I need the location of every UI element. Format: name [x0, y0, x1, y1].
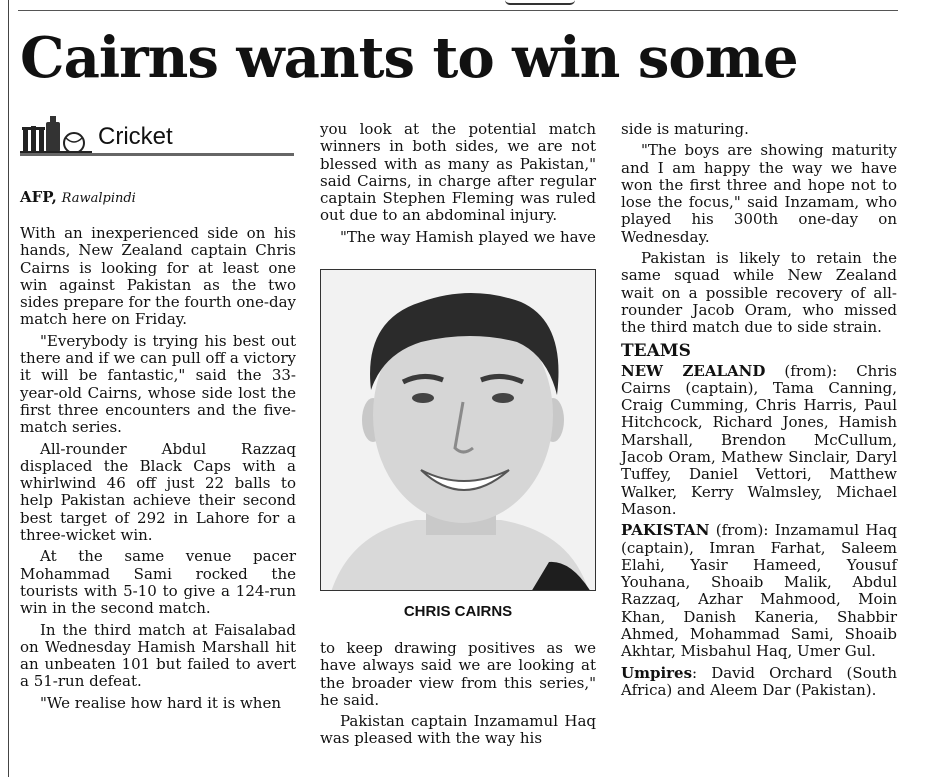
byline	[20, 188, 136, 208]
paragraph: All-rounder Abdul Razzaq displaced the Black Caps with a whirlwind 46 off just 22 balls to help Pakistan achieve their second best target of 292 in Lahore for a three-wicket win.	[20, 439, 296, 545]
section-rule	[20, 153, 294, 156]
page-fold-mark	[505, 0, 575, 5]
paragraph: Pakistan is likely to retain the same squad while New Zealand wait on a possible recovery of all-rounder Jacob Oram, who missed the third match due to side strain.	[621, 249, 897, 337]
portrait-image	[321, 270, 596, 591]
team-list-pakistan	[621, 522, 897, 660]
paragraph: side is maturing.	[621, 120, 749, 138]
team-players: (from): Inzamamul Haq (captain), Imran Farhat, Saleem Elahi, Yasir Hameed, Yousuf Youhana, Shoaib Malik, Abdul Razzaq, Azhar Mahmood, Moin Khan, Danish Kaneria, Shabbir Ahmed, Mohammad Sami, Shoaib Akhtar, Misbahul Haq, Umer Gul.	[621, 521, 897, 661]
paragraph: "The way Hamish played we have	[340, 227, 596, 246]
left-border-rule	[8, 0, 9, 777]
paragraph: "Everybody is trying his best out there and if we can pull off a victory it will be fantastic," said the 33-year-old Cairns, whose side lost the first three encounters and the five-match series.	[20, 331, 296, 437]
paragraph: "The boys are showing maturity and I am happy the way we have won the first three and hope not to lose the focus," said Inzamam, who played his 300th one-day on Wednesday.	[621, 141, 897, 246]
team-list-new-zealand	[621, 363, 897, 519]
umpires-names: : David Orchard (South Africa) and Aleem Dar (Pakistan).	[621, 663, 897, 699]
article-column-2-continued	[320, 640, 596, 752]
section-label: Cricket	[98, 123, 173, 150]
paragraph: In the third match at Faisalabad on Wednesday Hamish Marshall hit an unbeaten 101 but failed to avert a 51-run defeat.	[20, 620, 296, 691]
photo-caption: CHRIS CAIRNS	[403, 603, 513, 620]
byline-agency: AFP,	[20, 188, 57, 206]
cricket-bat-ball-icon	[20, 116, 92, 154]
article-column-3	[621, 121, 897, 703]
paragraph: At the same venue pacer Mohammad Sami rocked the tourists with 5-10 to give a 124-run win in the second match.	[20, 547, 296, 618]
teams-heading: TEAMS	[621, 340, 691, 361]
player-photo	[320, 269, 596, 591]
section-tag	[20, 112, 296, 160]
team-players: (from): Chris Cairns (captain), Tama Canning, Craig Cumming, Chris Harris, Paul Hitchcock, Richard Jones, Hamish Marshall, Brendon McCullum, Jacob Oram, Mathew Sinclair, Daryl Tuffey, Daniel Vettori, Matthew Walker, Kerry Walmsley, Michael Mason.	[621, 361, 898, 518]
paragraph: Pakistan captain Inzamamul Haq was pleased with the way his	[320, 712, 596, 748]
top-rule	[18, 10, 898, 11]
paragraph: you look at the potential match winners in both sides, we are not blessed with as many as Pakistan," said Cairns, in charge after regular captain Stephen Fleming was ruled out due to an abdominal injury.	[320, 120, 596, 225]
team-label: NEW ZEALAND	[621, 361, 766, 380]
paragraph: to keep drawing positives as we have always said we are looking at the broader view from this series," he said.	[320, 639, 596, 709]
umpires-label: Umpires	[621, 663, 693, 682]
headline: Cairns wants to win some	[20, 25, 798, 91]
paragraph: With an inexperienced side on his hands, New Zealand captain Chris Cairns is looking for at least one win against Pakistan as the two sides prepare for the fourth one-day match here on Friday.	[20, 224, 296, 329]
paragraph: "We realise how hard it is when	[40, 693, 282, 712]
byline-place: Rawalpindi	[61, 191, 136, 206]
team-label: PAKISTAN	[621, 521, 710, 540]
article-column-1	[20, 225, 296, 716]
umpires-line	[621, 665, 897, 700]
article-column-2	[320, 121, 596, 250]
